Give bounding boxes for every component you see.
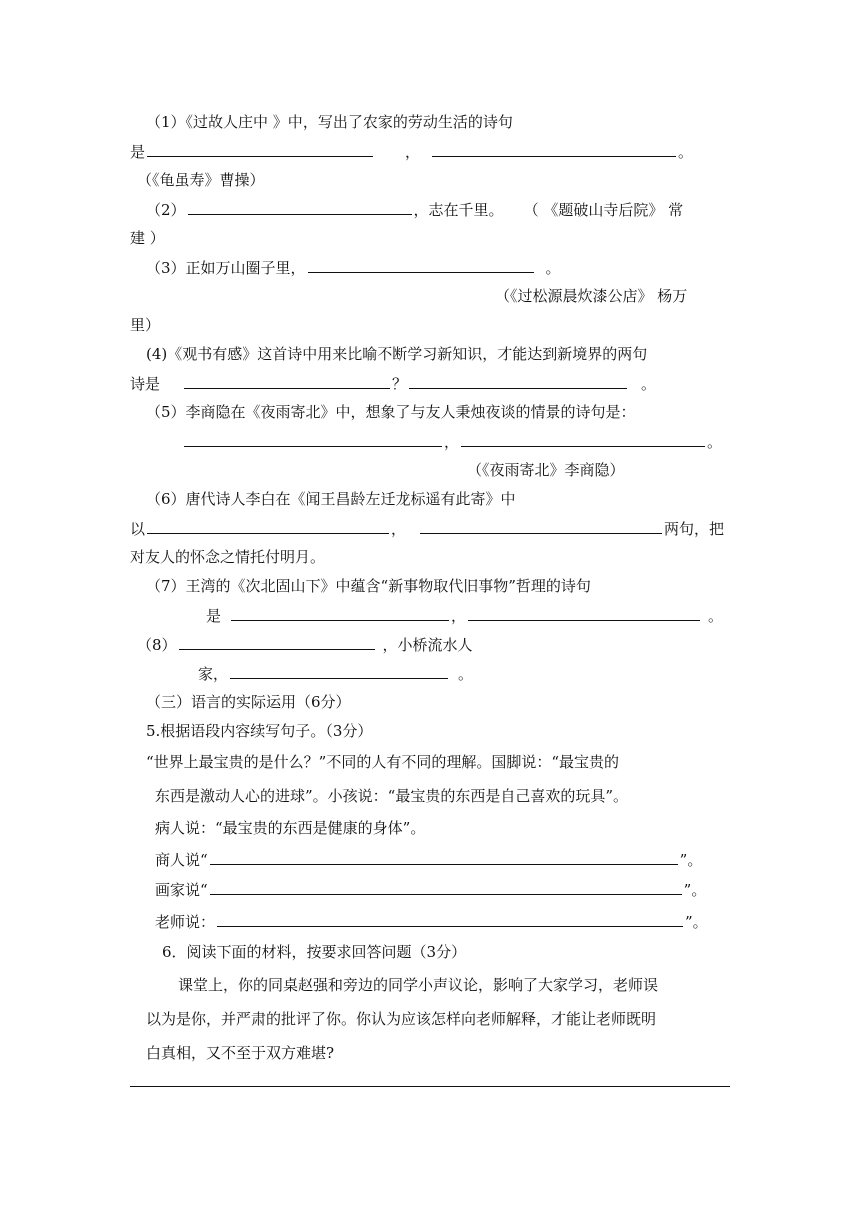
q6b-para-2: 以为是你，并严肃的批评了你。你认为应该怎样向老师解释，才能让老师既明 <box>146 1010 657 1028</box>
q7-blank-1[interactable] <box>231 605 449 621</box>
q8-blank-2[interactable] <box>230 663 448 679</box>
q8-line <box>137 634 473 656</box>
q5-blank-1[interactable] <box>184 431 442 447</box>
q7-lead: 是 <box>206 607 222 625</box>
q7-comma: ， <box>451 607 467 625</box>
q7-intro: （7）王湾的《次北固山下》中蕴含“新事物取代旧事物”哲理的诗句 <box>146 577 591 595</box>
q1-comma: ， <box>405 143 421 161</box>
q4-lead: 诗是 <box>130 375 161 393</box>
q6-comma: ， <box>391 520 407 538</box>
q4-blank-2[interactable] <box>409 373 627 389</box>
q5b-answer-painter <box>155 879 706 901</box>
q2-lead: （2） <box>146 201 186 219</box>
q5b-para-1: “世界上最宝贵的是什么？”不同的人有不同的理解。国脚说：“最宝贵的 <box>146 753 620 771</box>
q1-blank-1[interactable] <box>147 141 373 157</box>
merchant-blank[interactable] <box>210 849 678 865</box>
q1-answer-line <box>130 141 693 163</box>
q5-period: 。 <box>707 433 723 451</box>
q1-period: 。 <box>678 143 694 161</box>
q3-source-cont: 里） <box>130 316 161 334</box>
merchant-end: ”。 <box>679 851 703 869</box>
q2-source: （ 《题破山寺后院》 常 <box>523 201 684 219</box>
q7-answer-line <box>206 605 723 627</box>
q3-line <box>146 257 561 279</box>
q3-lead: （3）正如万山圈子里， <box>146 259 306 277</box>
q5-blank-2[interactable] <box>461 431 705 447</box>
q4-blank-1[interactable] <box>184 373 390 389</box>
q5b-para-3: 病人说：“最宝贵的东西是健康的身体”。 <box>155 819 426 837</box>
q2-line <box>146 199 683 221</box>
q5-source: （《夜雨寄北》李商隐） <box>467 461 625 479</box>
teacher-blank[interactable] <box>217 911 683 927</box>
answer-rule[interactable] <box>130 1086 730 1087</box>
painter-blank[interactable] <box>210 879 682 895</box>
q3-blank[interactable] <box>308 257 534 273</box>
q8-period: 。 <box>458 665 474 683</box>
teacher-end: ”。 <box>685 913 708 931</box>
q5-intro: （5）李商隐在《夜雨寄北》中，想象了与友人秉烛夜谈的情景的诗句是： <box>146 403 636 421</box>
q8-blank-1[interactable] <box>179 634 375 650</box>
q1-intro: （1）《过故人庄中 》中，写出了农家的劳动生活的诗句 <box>146 113 513 131</box>
q1-blank-2[interactable] <box>432 141 676 157</box>
q4-period: 。 <box>641 375 657 393</box>
q2-blank[interactable] <box>188 199 412 215</box>
q8-lead2: 家， <box>198 665 229 683</box>
teacher-label: 老师说： <box>155 913 216 931</box>
q8-mid: ，小桥流水人 <box>382 636 473 654</box>
q4-mark: ？ <box>392 375 408 393</box>
q4-answer-line <box>130 373 656 395</box>
q8-line-2 <box>198 663 473 685</box>
painter-end: ”。 <box>683 881 707 899</box>
q6-blank-2[interactable] <box>420 518 662 534</box>
section-3-title: （三）语言的实际运用（6分） <box>146 693 351 711</box>
q7-blank-2[interactable] <box>468 605 700 621</box>
q2-source-cont: 建 ） <box>130 229 165 247</box>
q6-intro: （6）唐代诗人李白在《闻王昌龄左迁龙标遥有此寄》中 <box>146 490 516 508</box>
q6b-para-1: 课堂上，你的同桌赵强和旁边的同学小声议论，影响了大家学习，老师误 <box>178 976 659 994</box>
q2-mid: ，志在千里。 <box>413 201 504 219</box>
q3-period: 。 <box>545 259 561 277</box>
q5b-title: 5.根据语段内容续写句子。（3分） <box>146 722 373 740</box>
q6-tail: 两句，把 <box>664 520 725 538</box>
q6-lead: 以 <box>130 520 146 538</box>
q5b-answer-merchant <box>155 849 702 871</box>
merchant-label: 商人说“ <box>155 851 208 869</box>
q5b-answer-teacher <box>155 911 708 933</box>
q6b-title: 6．阅读下面的材料，按要求回答问题（3分） <box>162 943 467 961</box>
painter-label: 画家说“ <box>155 881 208 899</box>
q4-intro: (4)《观书有感》这首诗中用来比喻不断学习新知识，才能达到新境界的两句 <box>146 345 648 363</box>
q6-answer-line <box>130 518 724 540</box>
q8-lead: （8） <box>137 636 177 654</box>
q5b-para-2: 东西是激动人心的进球”。小孩说：“最宝贵的东西是自己喜欢的玩具”。 <box>155 787 629 805</box>
q1-lead: 是 <box>130 143 146 161</box>
q3-source: （《过松源晨炊漆公店》 杨万 <box>495 287 688 305</box>
q5-answer-line <box>182 431 722 453</box>
q6-cont: 对友人的怀念之情托付明月。 <box>130 548 326 566</box>
q5-comma: ， <box>444 433 460 451</box>
q7-period: 。 <box>708 607 724 625</box>
q6b-para-3: 白真相，又不至于双方难堪? <box>146 1044 335 1062</box>
q6-blank-1[interactable] <box>147 518 389 534</box>
q1-source: （《龟虽寿》曹操） <box>137 171 265 189</box>
